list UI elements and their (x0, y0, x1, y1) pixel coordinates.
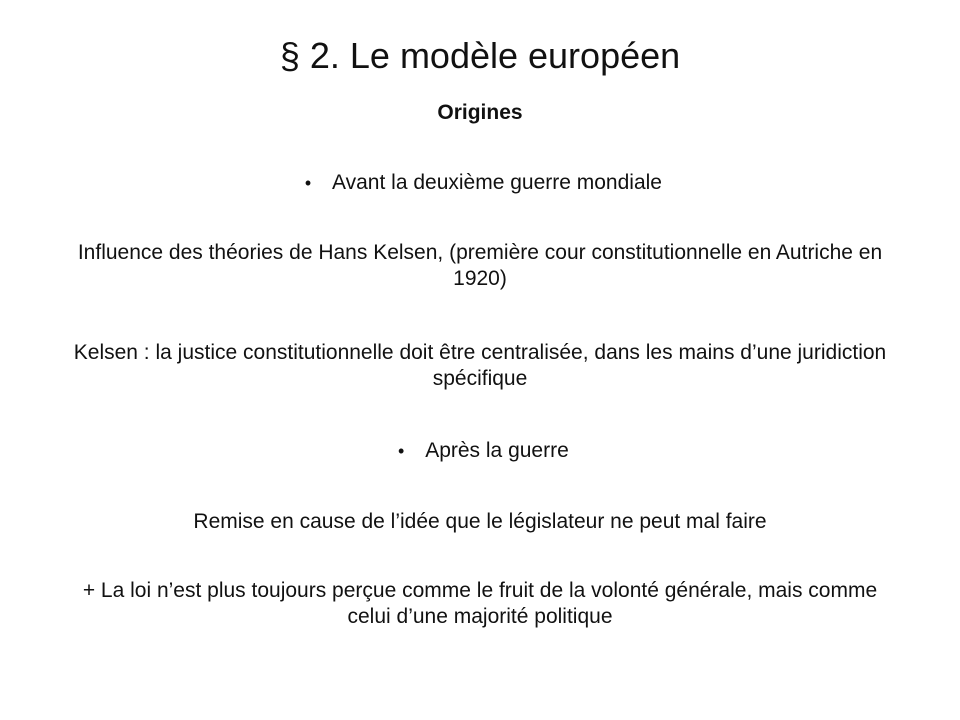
bullet-icon: • (304, 173, 312, 193)
bullet-item-after-war (60, 438, 900, 464)
paragraph-kelsen-centralised: Kelsen : la justice constitutionnelle doit être centralisée, dans les mains d’une juridiction spécifique (73, 341, 887, 390)
bullet-icon: • (398, 441, 405, 461)
section-subtitle: Origines (437, 101, 523, 124)
slide-title: § 2. Le modèle européen (279, 35, 681, 76)
paragraph-kelsen-influence: Influence des théories de Hans Kelsen, (première cour constitutionnelle en Autriche en 1920) (77, 241, 883, 290)
bullet-text: Après la guerre (425, 439, 569, 462)
paragraph-legislator: Remise en cause de l’idée que le législateur ne peut mal faire (193, 510, 767, 533)
bullet-text: Avant la deuxième guerre mondiale (332, 171, 662, 194)
bullet-item-before-war (60, 170, 900, 196)
paragraph-law-perception: + La loi n’est plus toujours perçue comme le fruit de la volonté générale, mais comme celui d’une majorité politique (82, 579, 878, 628)
